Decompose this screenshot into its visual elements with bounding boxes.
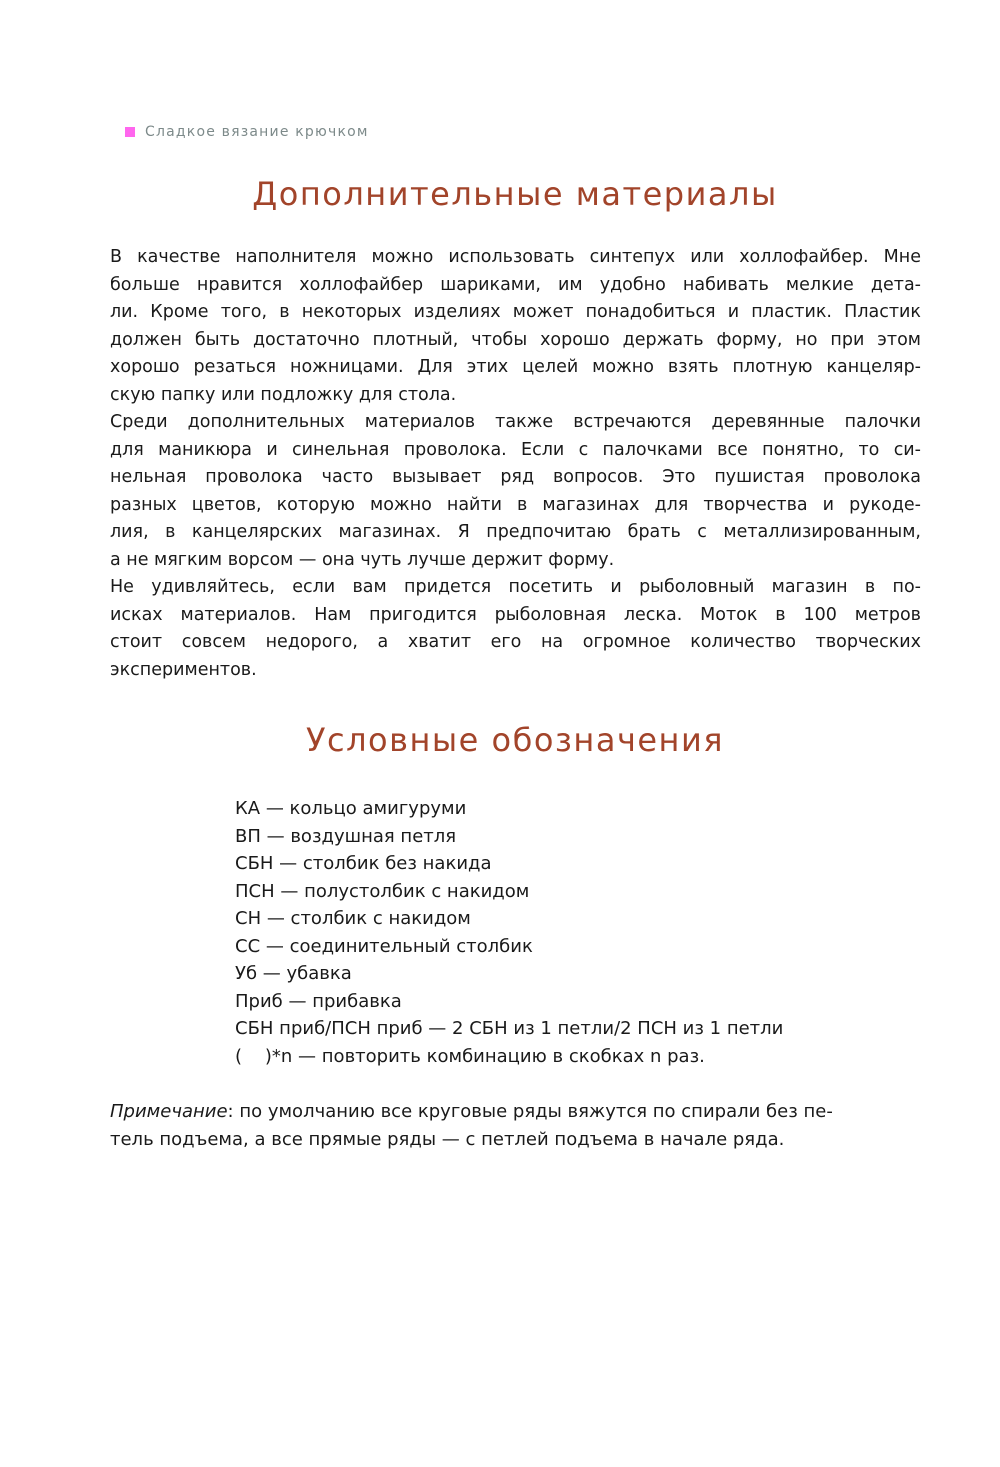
running-header-text: Сладкое вязание крючком (145, 124, 369, 140)
paragraph-line: скую папку или подложку для стола. (110, 384, 457, 405)
note (110, 1098, 900, 1154)
section-title-materials: Дополнительные материалы (252, 175, 778, 213)
paragraph-line: Не удивляйтесь, если вам придется посетить и рыболовный магазин в по- (110, 577, 921, 597)
notation-item: ПСН — полустолбик с накидом (235, 880, 530, 902)
paragraph-line: лия, в канцелярских магазинах. Я предпочитаю брать с металлизированным, (110, 522, 921, 542)
paragraph-line: разных цветов, которую можно найти в магазинах для творчества и рукоде- (110, 494, 921, 515)
paragraph-line: исках материалов. Нам пригодится рыболовная леска. Моток в 100 метров (110, 604, 921, 625)
notation-item: ВП — воздушная петля (235, 825, 457, 847)
notation-item: СН — столбик с накидом (235, 908, 471, 929)
paragraph-line: ли. Кроме того, в некоторых изделиях может понадобиться и пластик. Пластик (110, 302, 921, 322)
note-line-1: : по умолчанию все круговые ряды вяжутся по спирали без пе- (227, 1101, 833, 1122)
materials-text (110, 244, 921, 684)
notation-item: СС — соединительный столбик (235, 935, 533, 957)
paragraph-line: экспериментов. (110, 659, 257, 680)
note-label: Примечание (110, 1101, 228, 1122)
note-line-2: тель подъема, а все прямые ряды — с петлей подъема в начале ряда. (110, 1129, 785, 1150)
paragraph-line: а не мягким ворсом — она чуть лучше держит форму. (110, 549, 615, 570)
notation-item: ( )*n — повторить комбинацию в скобках n раз. (235, 1045, 705, 1067)
running-header (125, 124, 369, 140)
paragraph-line: для маникюра и синельная проволока. Если с палочками все понятно, то си- (110, 439, 921, 460)
paragraph-line: стоит совсем недорого, а хватит его на огромное количество творческих (110, 632, 921, 652)
paragraph-line: хорошо резаться ножницами. Для этих целей можно взять плотную канцеляр- (110, 357, 921, 377)
notation-item: КА — кольцо амигуруми (235, 798, 467, 819)
paragraph-line: нельная проволока часто вызывает ряд вопросов. Это пушистая проволока (110, 467, 921, 487)
pink-square-marker-icon (125, 127, 135, 137)
notation-item: Приб — прибавка (235, 990, 402, 1012)
paragraph-line: должен быть достаточно плотный, чтобы хорошо держать форму, но при этом (110, 329, 921, 350)
notation-item: Уб — убавка (235, 963, 352, 984)
paragraph-line: больше нравится холлофайбер шариками, им удобно набивать мелкие дета- (110, 274, 921, 295)
section-title-notation: Условные обозначения (305, 721, 725, 759)
paragraph-line: Среди дополнительных материалов также встречаются деревянные палочки (110, 412, 921, 432)
notation-list (235, 795, 783, 1070)
notation-item: СБН — столбик без накида (235, 853, 492, 874)
notation-item: СБН приб/ПСН приб — 2 СБН из 1 петли/2 ПСН из 1 петли (235, 1018, 784, 1039)
paragraph-line: В качестве наполнителя можно использовать синтепух или холлофайбер. Мне (110, 247, 921, 267)
